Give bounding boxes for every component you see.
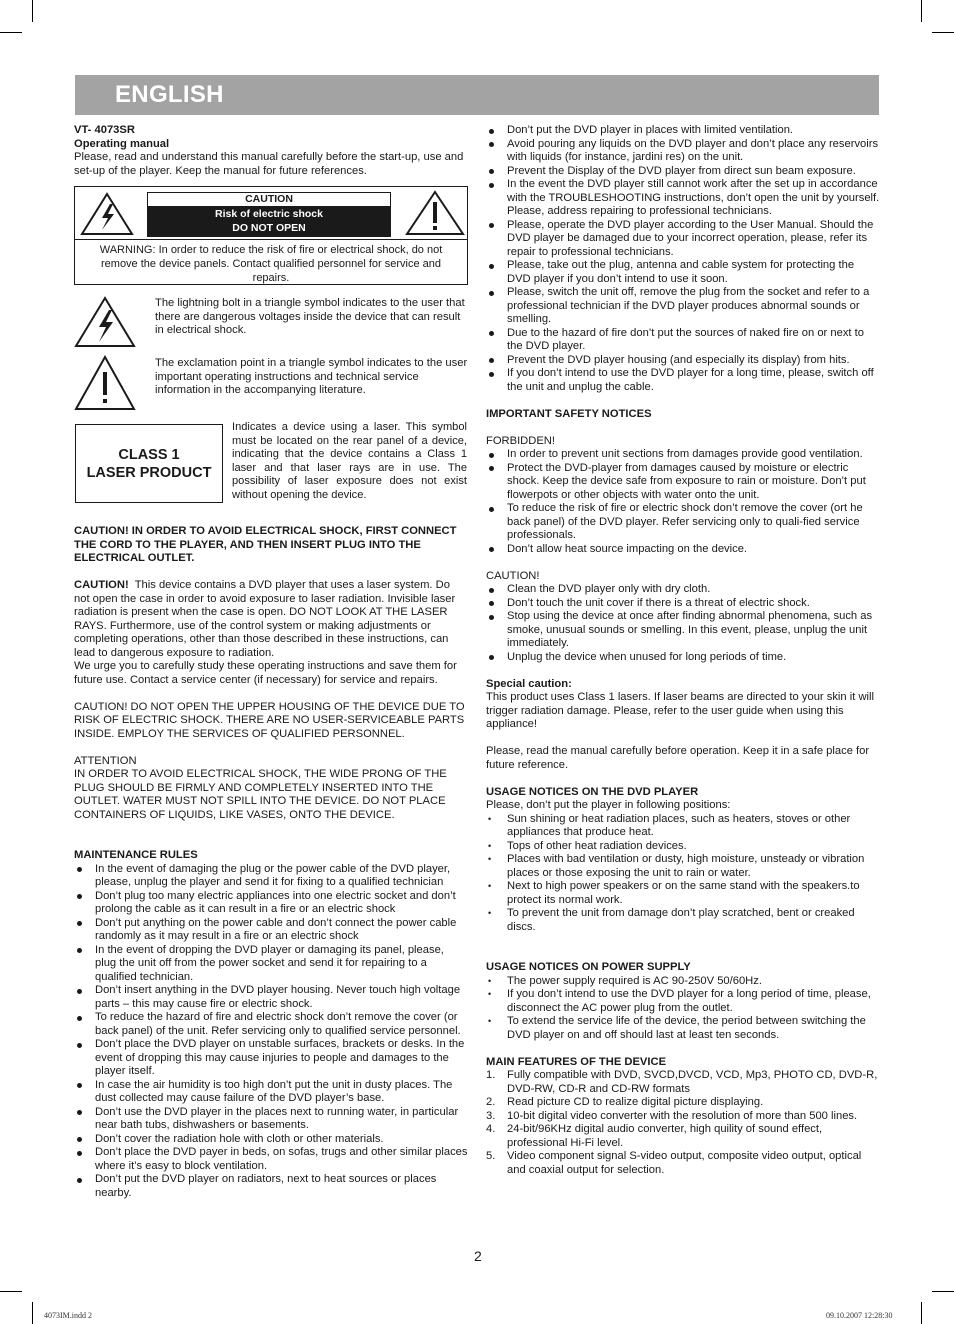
crop-mark [32,0,33,22]
list-item: Please, operate the DVD player according to the User Manual. Should the DVD player be damaged due to your incorrect operation, please, refer its repair to professional technicians. [486,219,880,260]
exclamation-triangle-icon [74,355,136,411]
list-item: 4. 24-bit/96KHz digital audio converter, high quility of sound effect, professional Hi-Fi level. [486,1123,823,1149]
list-item: Don’t cover the radiation hole with cloth or other materials. [74,1133,468,1147]
list-item: Avoid pouring any liquids on the DVD player and don’t place any reservoirs with liquids (for instance, jardini res) on the unit. [486,138,880,165]
laser-description: Indicates a device using a laser. This symbol must be located on the rear panel of a device, indicating that the device contains a Class 1 laser and that laser rays are in use. The possibility of laser exposure does not exist without opening the device. [232,421,467,501]
list-item: Don’t place the DVD player on unstable surfaces, brackets or desks. In the event of dropping this may cause injuries to people and damages to the player itself. [74,1038,468,1079]
power-list [486,975,880,1043]
list-item: Don’t use the DVD player in the places next to running water, in particular near bath tubs, dishwashers or basements. [74,1106,468,1133]
list-item: • Next to high power speakers or on the same stand with the speakers.to protect its normal work. [486,880,880,907]
crop-mark [932,32,954,33]
usage-title: USAGE NOTICES ON THE DVD PLAYER [486,785,699,798]
list-item: In case the air humidity is too high don’t put the unit in dusty places. The dust collected may cause failure of the DVD player’s base. [74,1079,468,1106]
list-item: In the event of dropping the DVD player or damaging its panel, please, plug the unit off from the power socket and send it for repairing to a qualified technician. [74,944,468,985]
list-item: Don’t insert anything in the DVD player housing. Never touch high voltage parts – this may cause fire or electric shock. [74,984,468,1011]
crop-mark [32,1302,33,1324]
usage-intro: Please, don’t put the player in following positions: [486,799,731,811]
do-not-open-text: DO NOT OPEN [232,221,306,234]
list-item: If you don’t intend to use the DVD player for a long time, please, switch off the unit and unplug the cable. [486,367,880,394]
lightning-triangle-icon [74,296,136,348]
forbidden-list [486,448,880,556]
list-item: Don’t allow heat source impacting on the device. [486,543,880,557]
attention-text: IN ORDER TO AVOID ELECTRICAL SHOCK, THE WIDE PRONG OF THE PLUG SHOULD BE FIRMLY AND COMPLETELY INSERTED INTO THE OUTLET. WATER MUST NOT SPILL INTO THE DEVICE. DO NOT PLACE CONTAINERS OF LIQUIDS, LIKE VASES, ONTO THE DEVICE. [74,768,447,821]
list-item: • If you don’t intend to use the DVD player for a long period of time, please, disconnect the AC power plug from the outlet. [486,988,880,1015]
list-item: 2. Read picture CD to realize digital picture displaying. [486,1096,764,1108]
list-item: • Places with bad ventilation or dusty, high moisture, unsteady or vibration places or those exposing the unit to rain or water. [486,853,880,880]
list-item: Clean the DVD player only with dry cloth. [486,583,880,597]
list-item: To reduce the hazard of fire and electric shock don’t remove the cover (or back panel) of the unit. Refer servicing only to qualified service personnel. [74,1011,468,1038]
footer-timestamp: 09.10.2007 12:28:30 [826,1311,893,1320]
language-banner [75,75,879,115]
list-item: Unplug the device when unused for long periods of time. [486,651,880,665]
maintenance-title: MAINTENANCE RULES [74,849,198,861]
caution-housing-text: CAUTION! DO NOT OPEN THE UPPER HOUSING OF THE DEVICE DUE TO RISK OF ELECTRIC SHOCK. THERE ARE NO USER-SERVICEABLE PARTS INSIDE. EMPLOY THE SERVICES OF QUALIFIED PERSONNEL. [74,700,465,740]
attention-label: ATTENTION [74,754,137,767]
list-item: To reduce the risk of fire or electric shock don’t remove the cover (ort he back panel) of the DVD player. Refer servicing only to quali-fied service professionals. [486,502,880,543]
list-item: 3. 10-bit digital video converter with the resolution of more than 500 lines. [486,1109,858,1122]
list-item: Please, switch the unit off, remove the plug from the socket and refer to a professional technician if the DVD player produces abnormal sounds or smelling. [486,286,880,327]
list-item: Don’t put anything on the power cable and don’t connect the power cable randomly as it may result in a fire or an electric shock [74,917,468,944]
class1-laser-label [75,424,223,503]
model-number: VT- 4073SR [74,124,135,136]
crop-mark [0,32,22,33]
warning-text: WARNING: In order to reduce the risk of fire or electrical shock, do not remove the device panels. Contact qualified personnel for service and repairs. [99,244,443,284]
caution-label: CAUTION! [486,569,540,582]
manual-title: Operating manual [74,137,170,150]
intro-text: Please, read and understand this manual carefully before the start-up, use and set-up of the player. Keep the manual for future references. [74,151,464,177]
list-item: In the event of damaging the plug or the power cable of the DVD player, please, unplug the player and send it for fixing to a qualified technician [74,863,468,890]
exclamation-description: The exclamation point in a triangle symbol indicates to the user important operating instructions and technical service information in the accompanying literature. [155,357,468,396]
special-caution-text: This product uses Class 1 lasers. If laser beams are directed to your skin it will trigger radiation damage. Please, refer to the user guide when using this appliance! [486,691,874,730]
caution-laser-paragraph: CAUTION! This device contains a DVD player that uses a laser system. Do not open the case in order to avoid exposure to laser radiation. Invisible laser radiation is present when the case is open. DO NOT LOOK AT THE LASER RAYS. Furthermore, use of the control system or making adjustments or completing operations, other than those described in these instructions, can lead to dangerous exposure to radiation. [74,579,456,659]
footer-file-name: 4073IM.indd 2 [44,1311,92,1320]
general-rules-list [486,124,880,394]
lightning-triangle-icon [80,192,134,236]
list-item: Please, take out the plug, antenna and cable system for protecting the DVD player if you don’t intend to use it soon. [486,259,880,286]
caution-box [74,186,468,285]
list-item: 5. Video component signal S-video output, composite video output, optical and coaxial output for selection. [486,1150,862,1176]
list-item: • Tops of other heat radiation devices. [486,840,880,854]
list-item: 1. Fully compatible with DVD, SVCD,DVCD, VCD, Mp3, PHOTO CD, DVD-R, DVD-RW, CD-R and CD-RW formats [486,1069,878,1095]
forbidden-label: FORBIDDEN! [486,434,555,447]
list-item: In the event the DVD player still cannot work after the set up in accordance with the TROUBLESHOOTING instructions, don’t open the unit by yourself. Please, address repairing to professional technicians. [486,178,880,219]
page-number: 2 [474,1248,482,1264]
caution-plug-text: CAUTION! IN ORDER TO AVOID ELECTRICAL SHOCK, FIRST CONNECT THE CORD TO THE PLAYER, AND THEN INSERT PLUG INTO THE ELECTRICAL OUTLET. [74,525,457,564]
features-list [486,1069,880,1177]
list-item: Stop using the device at once after finding abnormal phenomena, such as smoke, unusual sounds or smelling. In this event, please, unplug the unit immediately. [486,610,880,651]
special-caution-title: Special caution: [486,677,572,690]
laser-class-text: CLASS 1 [118,446,180,463]
left-column [74,124,468,1200]
usage-list [486,813,880,935]
exclamation-triangle-icon [405,190,465,236]
list-item: Don’t put the DVD player in places with limited ventilation. [486,124,880,138]
right-column [486,124,880,1177]
list-item: • To extend the service life of the device, the period between switching the DVD player on and off should last at least ten seconds. [486,1015,880,1042]
crop-mark [921,1302,922,1324]
crop-mark [932,1291,954,1292]
list-item: Due to the hazard of fire don’t put the sources of naked fire on or next to the DVD player. [486,327,880,354]
list-item: In order to prevent unit sections from damages provide good ventilation. [486,448,880,462]
laser-product-text: LASER PRODUCT [86,464,212,481]
lightning-description: The lightning bolt in a triangle symbol indicates to the user that there are dangerous voltages inside the device that can result in electrical shock. [155,297,465,336]
list-item: Don’t place the DVD payer in beds, on sofas, trugs and other similar places where it’s easy to block ventilation. [74,1146,468,1173]
list-item: • To prevent the unit from damage don’t play scratched, bent or creaked discs. [486,907,880,934]
list-item: Don’t touch the unit cover if there is a threat of electric shock. [486,597,880,611]
read-manual-text: Please, read the manual carefully before operation. Keep it in a safe place for future reference. [486,745,870,771]
list-item: Don’t put the DVD player on radiators, next to heat sources or places nearby. [74,1173,468,1200]
list-item: Don’t plug too many electric appliances into one electric socket and don’t prolong the cable as it can result in a fire or an electric shock [74,890,468,917]
list-item: Protect the DVD-player from damages caused by moisture or electric shock. Keep the device safe from exposure to rain or moisture. Don’t put flowerpots or other objects with water onto the unit. [486,462,880,503]
crop-mark [0,1291,22,1292]
power-title: USAGE NOTICES ON POWER SUPPLY [486,961,691,973]
features-title: MAIN FEATURES OF THE DEVICE [486,1055,667,1068]
list-item: Prevent the DVD player housing (and especially its display) from hits. [486,354,880,368]
risk-shock-text: Risk of electric shock [215,208,323,220]
list-item: • Sun shining or heat radiation places, such as heaters, stoves or other appliances that produce heat. [486,813,880,840]
list-item: • The power supply required is AC 90-250V 50/60Hz. [486,975,880,989]
maintenance-list [74,863,468,1201]
banner-title: ENGLISH [115,81,224,108]
caution-list [486,583,880,664]
safety-title: IMPORTANT SAFETY NOTICES [486,407,652,420]
list-item: Prevent the Display of the DVD player from direct sun beam exposure. [486,165,880,179]
crop-mark [921,0,922,22]
caution-label: CAUTION [147,192,391,207]
urge-text: We urge you to carefully study these operating instructions and save them for future use. Contact a service center (if necessary) for service and repairs. [74,660,457,686]
